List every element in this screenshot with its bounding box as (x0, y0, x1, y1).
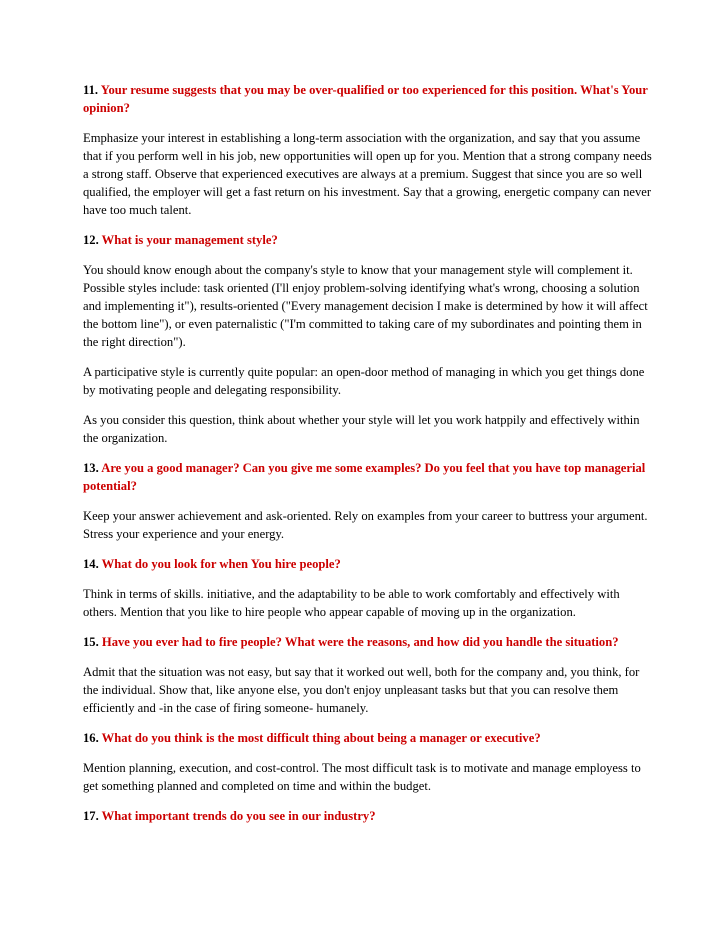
question-14 (83, 555, 655, 573)
question-text: Have you ever had to fire people? What were the reasons, and how did you handle the situation? (101, 635, 619, 649)
question-text: What important trends do you see in our industry? (101, 809, 376, 823)
question-11 (83, 81, 655, 117)
question-12 (83, 231, 655, 249)
question-number: 15. (83, 635, 99, 649)
answer-paragraph: A participative style is currently quite popular: an open-door method of managing in which you get things done by motivating people and delegating responsibility. (83, 365, 645, 397)
answer-paragraph: Admit that the situation was not easy, but say that it worked out well, both for the company and, you think, for the individual. Show that, like anyone else, you don't enjoy unpleasant tasks but that you can resolve them efficiently and -in the case of firing someone- humanely. (83, 665, 640, 715)
question-number: 14. (83, 557, 99, 571)
question-number: 13. (83, 461, 99, 475)
question-15 (83, 633, 655, 651)
question-number: 11. (83, 83, 99, 97)
answer-paragraph: You should know enough about the company's style to know that your management style will complement it. Possible styles include: task oriented (I'll enjoy problem-solving identifying what's wrong, choosing a solution and implementing it"), results-oriented ("Every management decision I make is determined by how it will affect the bottom line"), or even paternalistic ("I'm committed to taking care of my subordinates and pointing them in the right direction"). (83, 263, 648, 349)
answer-paragraph: Mention planning, execution, and cost-control. The most difficult task is to motivate and manage employess to get something planned and completed on time and within the budget. (83, 761, 641, 793)
answer-paragraph: Think in terms of skills. initiative, and the adaptability to be able to work comfortably and effectively with others. Mention that you like to hire people who appear capable of moving up in the organization. (83, 587, 620, 619)
answer-paragraph: Emphasize your interest in establishing a long-term association with the organization, and say that you assume that if you perform well in his job, new opportunities will open up for you. Mention that a strong company needs a strong staff. Observe that experienced executives are always at a premium. Suggest that since you are so well qualified, the employer will get a fast return on his investment. Say that a growing, energetic company can never have too much talent. (83, 131, 652, 217)
question-text: Your resume suggests that you may be over-qualified or too experienced for this position. What's Your opinion? (83, 83, 648, 115)
answer-paragraph: As you consider this question, think about whether your style will let you work hatppily and effectively within the organization. (83, 413, 640, 445)
question-number: 17. (83, 809, 99, 823)
question-number: 12. (83, 233, 99, 247)
question-text: What do you look for when You hire people? (101, 557, 341, 571)
document-page (83, 81, 655, 837)
answer-paragraph: Keep your answer achievement and ask-oriented. Rely on examples from your career to buttress your argument. Stress your experience and your energy. (83, 509, 648, 541)
question-number: 16. (83, 731, 99, 745)
question-text: What do you think is the most difficult thing about being a manager or executive? (101, 731, 541, 745)
question-16 (83, 729, 655, 747)
question-text: Are you a good manager? Can you give me some examples? Do you feel that you have top managerial potential? (83, 461, 646, 493)
question-text: What is your management style? (101, 233, 278, 247)
question-17 (83, 807, 655, 825)
question-13 (83, 459, 655, 495)
